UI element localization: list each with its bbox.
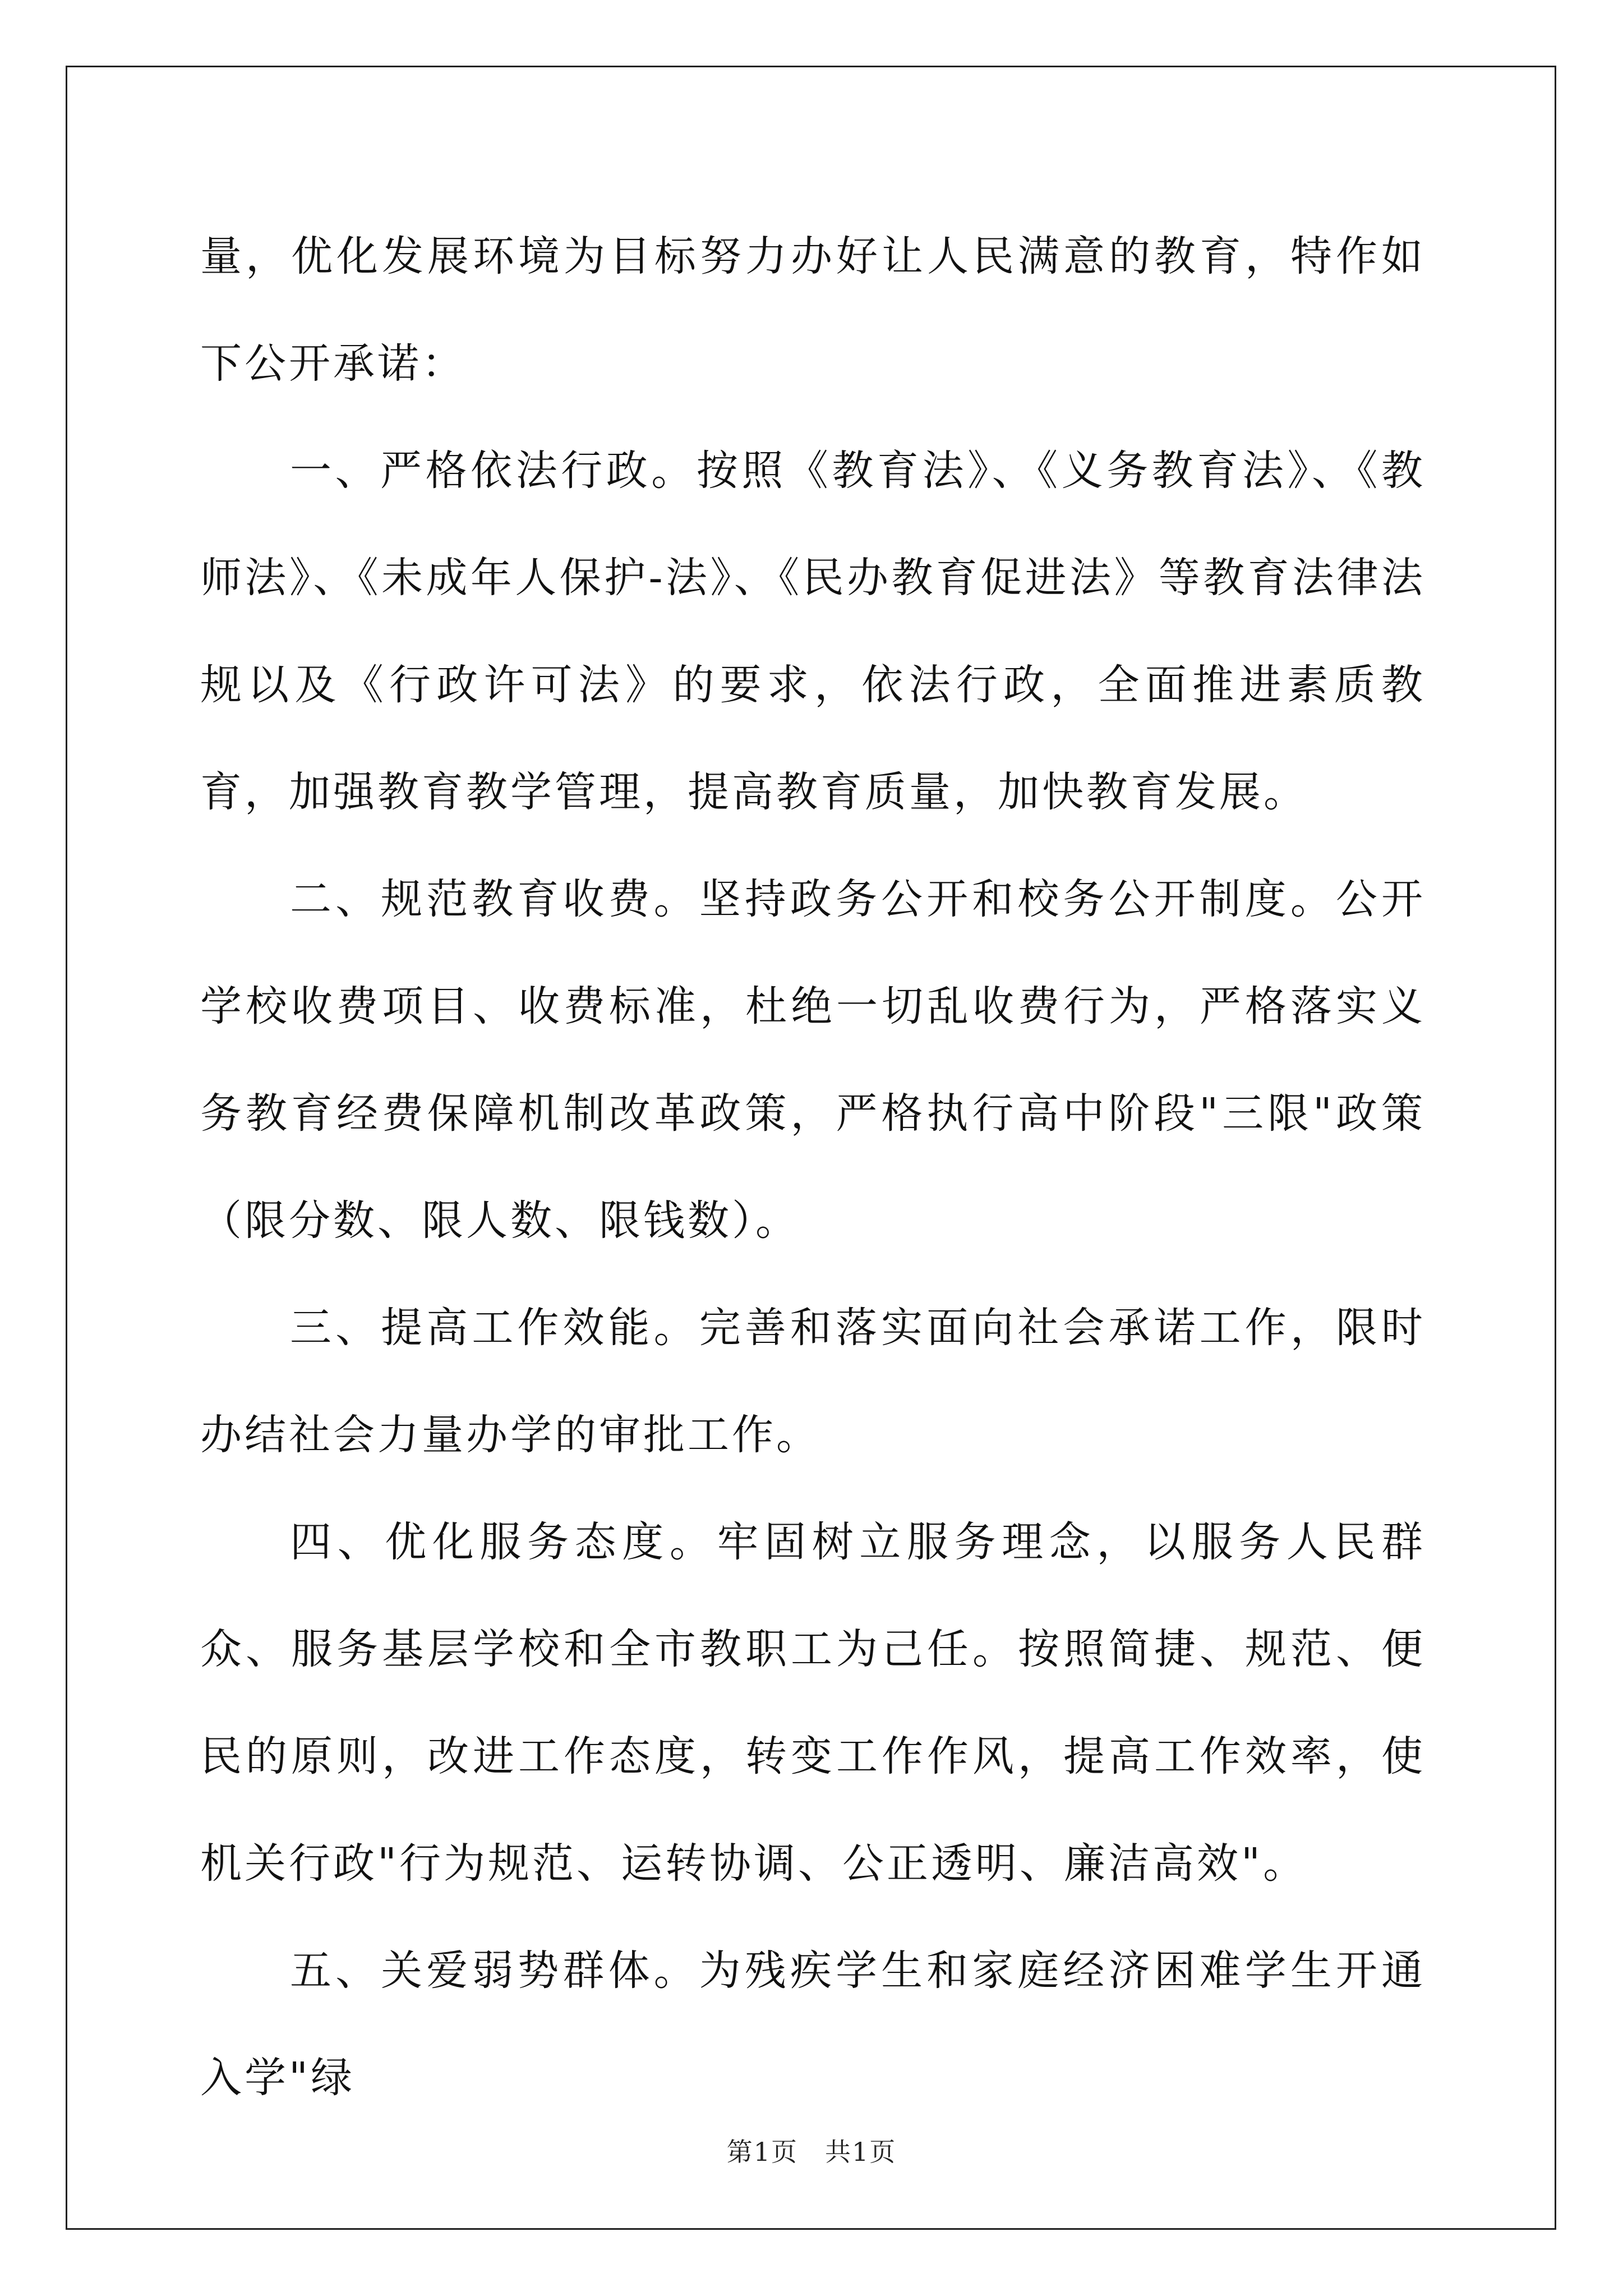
paragraph-item-2: 二、规范教育收费。坚持政务公开和校务公开制度。公开学校收费项目、收费标准，杜绝一切乱收费行为，严格落实义务教育经费保障机制改革政策，严格执行高中阶段"三限"政策（限分数、限人数、限钱数）。 xyxy=(200,875,1426,1245)
paragraph-item-3: 三、提高工作效能。完善和落实面向社会承诺工作，限时办结社会力量办学的审批工作。 xyxy=(200,1304,1426,1459)
document-body xyxy=(200,203,1426,2132)
page-number-footer: 第1页 共1页 xyxy=(726,2137,897,2167)
paragraph-item-1: 一、严格依法行政。按照《教育法》、《义务教育法》、《教师法》、《未成年人保护-法》、《民办教育促进法》等教育法律法规以及《行政许可法》的要求，依法行政，全面推进素质教育，加强教育教学管理，提高教育质量，加快教育发展。 xyxy=(200,447,1426,816)
paragraph-item-4: 四、优化服务态度。牢固树立服务理念，以服务人民群众、服务基层学校和全市教职工为己任。按照简捷、规范、便民的原则，改进工作态度，转变工作作风，提高工作效率，使机关行政"行为规范、运转协调、公正透明、廉洁高效"。 xyxy=(200,1518,1426,1888)
paragraph-item-5: 五、关爱弱势群体。为残疾学生和家庭经济困难学生开通入学"绿 xyxy=(200,1947,1426,2102)
paragraph-intro: 量，优化发展环境为目标努力办好让人民满意的教育，特作如下公开承诺： xyxy=(200,232,1426,388)
